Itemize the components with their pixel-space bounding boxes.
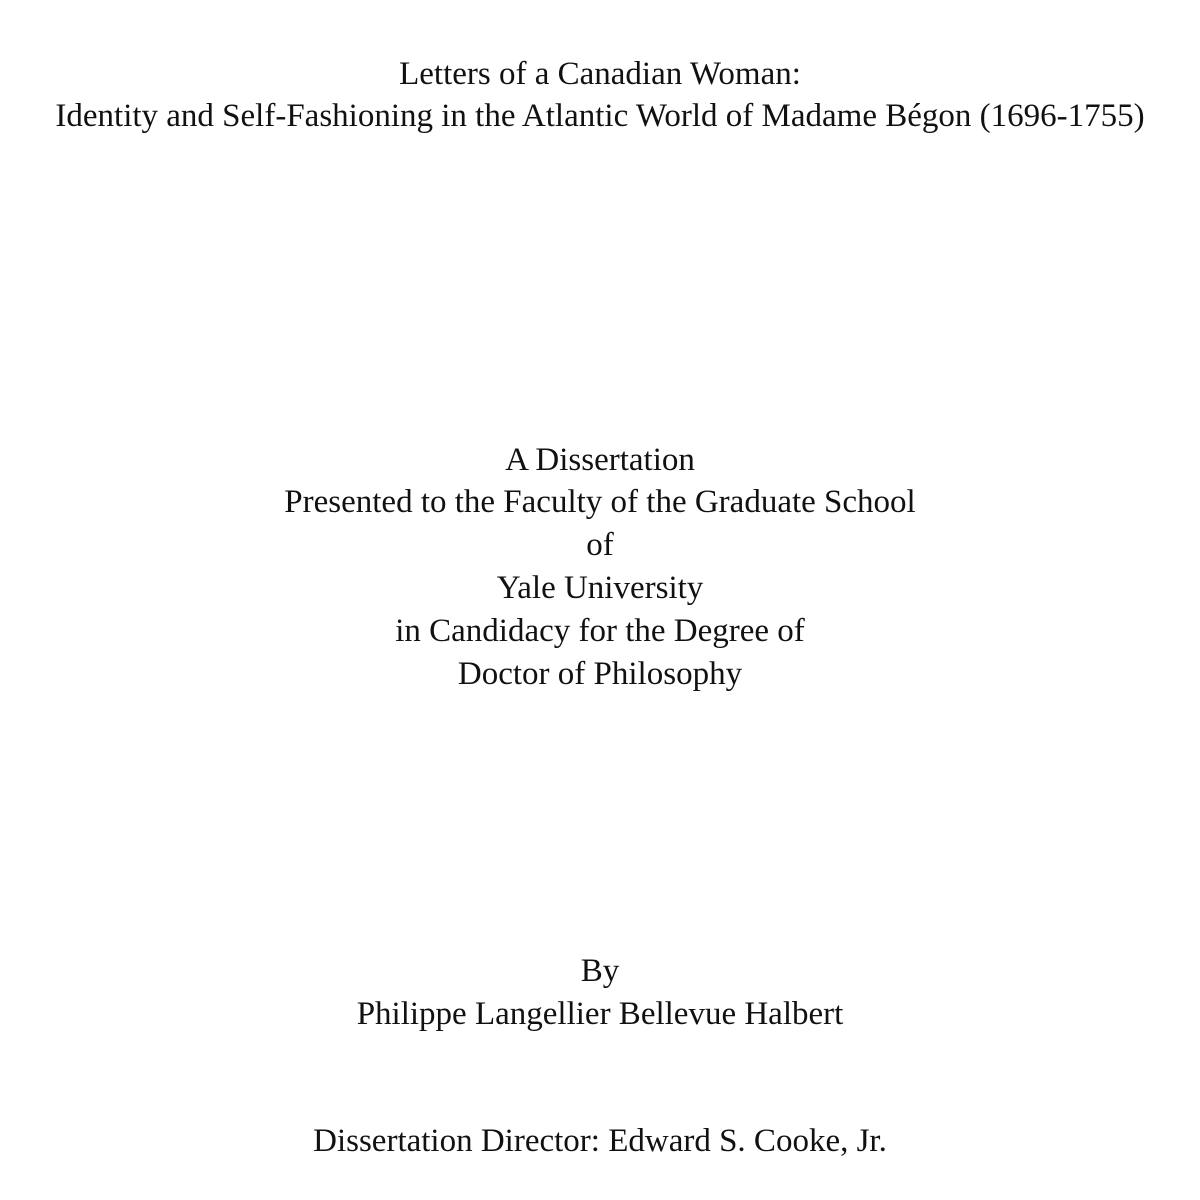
presentation-line-5: in Candidacy for the Degree of	[395, 613, 805, 649]
university-name: Yale University	[496, 570, 704, 606]
author-name: Philippe Langellier Bellevue Halbert	[356, 996, 844, 1032]
presentation-line-2: Presented to the Faculty of the Graduate School	[284, 484, 916, 520]
presentation-line-1: A Dissertation	[505, 442, 695, 478]
by-label: By	[580, 953, 620, 989]
dissertation-title-line-2: Identity and Self-Fashioning in the Atlantic World of Madame Bégon (1696-1755)	[55, 98, 1145, 134]
presentation-line-3: of	[586, 527, 614, 563]
degree-name: Doctor of Philosophy	[457, 656, 743, 692]
dissertation-title-line-1: Letters of a Canadian Woman:	[399, 56, 801, 92]
dissertation-director: Dissertation Director: Edward S. Cooke, Jr.	[313, 1123, 887, 1159]
